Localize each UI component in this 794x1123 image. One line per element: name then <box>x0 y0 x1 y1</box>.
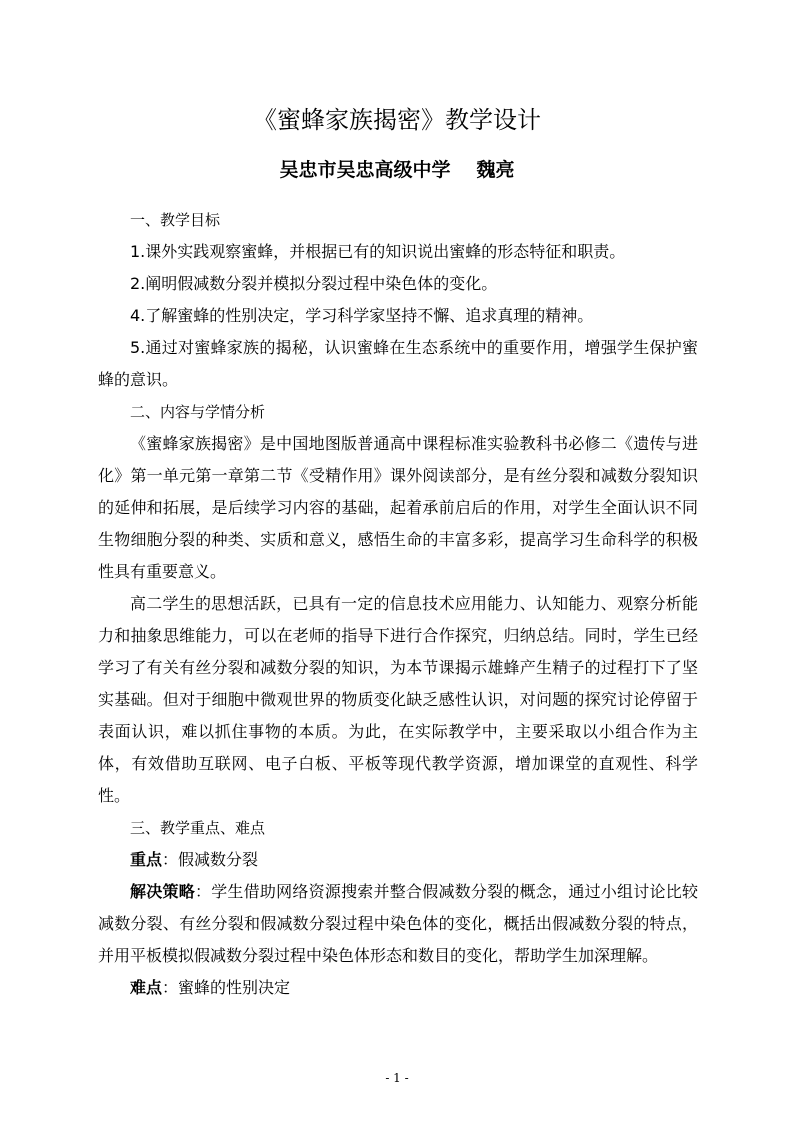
strategy-line <box>98 876 698 908</box>
paragraph-line: 性具有重要意义。 <box>98 562 227 581</box>
key-point-label: 重点 <box>130 850 163 869</box>
document-title: 《蜜蜂家族揭密》教学设计 <box>253 106 541 134</box>
section-heading: 二、内容与学情分析 <box>130 403 266 421</box>
paragraph-line: 性。 <box>98 786 131 805</box>
author-name: 魏亮 <box>476 159 515 181</box>
strategy <box>98 876 698 972</box>
paragraph <box>98 588 698 812</box>
paragraph <box>98 428 698 588</box>
section-key-points <box>98 812 698 1004</box>
page-number: - 1 - <box>385 1071 409 1085</box>
paragraph-line: 的延伸和拓展，是后续学习内容的基础，起着承前启后的作用，对学生全面认识不同 <box>98 498 698 517</box>
paragraph-line: 高二学生的思想活跃，已具有一定的信息技术应用能力、认知能力、观察分析能 <box>130 594 698 613</box>
difficulty-point <box>98 972 698 1004</box>
strategy-line: 并用平板模拟假减数分裂过程中染色体形态和数目的变化，帮助学生加深理解。 <box>98 946 659 965</box>
paragraph-line: 生物细胞分裂的种类、实质和意义，感悟生命的丰富多彩，提高学习生命科学的积极 <box>98 530 698 549</box>
paragraph-line: 表面认识，难以抓住事物的本质。为此，在实际教学中，主要采取以小组合作为主 <box>98 722 698 741</box>
paragraph-line: 实基础。但对于细胞中微观世界的物质变化缺乏感性认识，对问题的探究讨论停留于 <box>98 690 698 709</box>
objective-item: 1.课外实践观察蜜蜂，并根据已有的知识说出蜜蜂的形态特征和职责。 <box>130 242 626 261</box>
objective-item-continued: 蜂的意识。 <box>98 370 179 389</box>
paragraph-line: 化》第一单元第一章第二节《受精作用》课外阅读部分，是有丝分裂和减数分裂知识 <box>98 466 698 485</box>
key-point-text: ：假减数分裂 <box>162 850 259 869</box>
objective-item: 5.通过对蜜蜂家族的揭秘，认识蜜蜂在生态系统中的重要作用，增强学生保护蜜 <box>130 338 698 357</box>
objective-item: 2.阐明假减数分裂并模拟分裂过程中染色体的变化。 <box>130 274 498 293</box>
paragraph-line: 《蜜蜂家族揭密》是中国地图版普通高中课程标准实验教科书必修二《遗传与进 <box>130 434 698 453</box>
paragraph-line: 学习了有关有丝分裂和减数分裂的知识，为本节课揭示雄蜂产生精子的过程打下了坚 <box>98 658 698 677</box>
objective-item: 4.了解蜜蜂的性别决定，学习科学家坚持不懈、追求真理的精神。 <box>130 306 594 325</box>
difficulty-label: 难点 <box>130 978 163 997</box>
strategy-label: 解决策略 <box>130 882 195 901</box>
section-objectives <box>98 204 698 396</box>
author-line <box>0 156 794 184</box>
section-analysis <box>98 396 698 812</box>
strategy-line: 减数分裂、有丝分裂和假减数分裂过程中染色体的变化，概括出假减数分裂的特点， <box>98 914 698 933</box>
paragraph-line: 力和抽象思维能力，可以在老师的指导下进行合作探究，归纳总结。同时，学生已经 <box>98 626 698 645</box>
difficulty-text: ：蜜蜂的性别决定 <box>162 978 291 997</box>
paragraph-line: 体，有效借助互联网、电子白板、平板等现代教学资源，增加课堂的直观性、科学 <box>98 754 698 773</box>
section-heading: 三、教学重点、难点 <box>130 819 266 837</box>
key-point <box>98 844 698 876</box>
strategy-text: ：学生借助网络资源搜索并整合假减数分裂的概念，通过小组讨论比较 <box>194 882 698 901</box>
document-body <box>98 204 698 1004</box>
section-heading: 一、教学目标 <box>130 211 221 229</box>
school-name: 吴忠市吴忠高级中学 <box>279 159 451 181</box>
